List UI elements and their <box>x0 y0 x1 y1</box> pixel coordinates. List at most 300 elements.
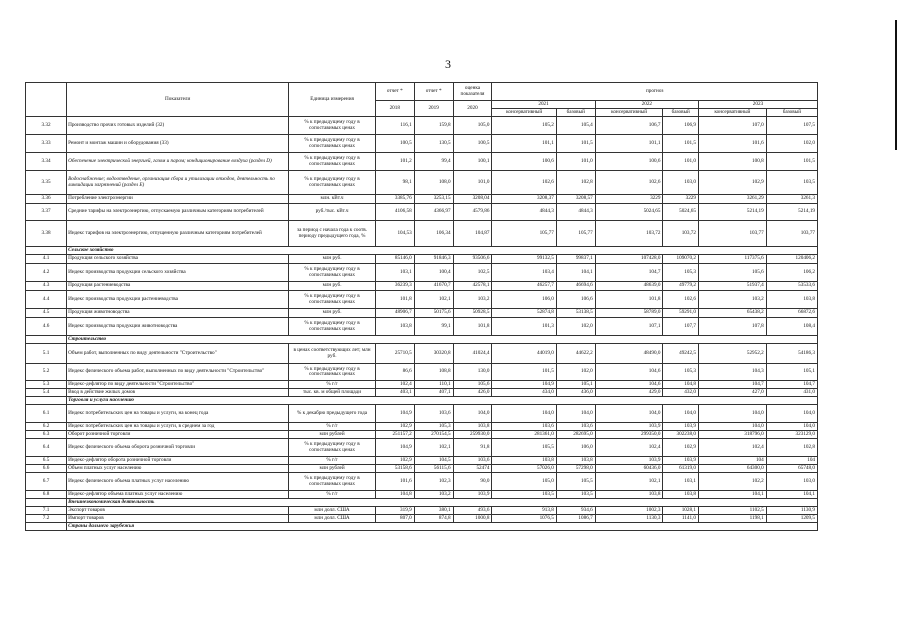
row-value: 102,4 <box>375 381 414 389</box>
row-value: 93506,6 <box>453 255 492 264</box>
row-unit: % г/г <box>289 457 376 465</box>
row-value: 105,1 <box>766 364 817 381</box>
table-body <box>26 117 818 531</box>
row-value: 108,4 <box>766 318 817 336</box>
row-indicator: Индекс-дефлятор по виду деятельности "Строительство" <box>67 381 289 389</box>
row-value: 103,5 <box>766 171 817 195</box>
row-value: 104 <box>766 457 817 465</box>
row-value: 4844,3 <box>556 204 595 221</box>
row-value: 101,5 <box>663 135 699 153</box>
row-value: 65748,0 <box>766 465 817 473</box>
row-value: 103,8 <box>663 491 699 499</box>
row-value: 426,0 <box>453 389 492 397</box>
header-conservative-2022: консервативный <box>595 109 663 117</box>
row-value: 91,8 <box>453 439 492 457</box>
row-value: 380,1 <box>414 507 453 515</box>
row-indicator: Объем платных услуг населению <box>67 465 289 473</box>
row-value: 101,1 <box>595 135 663 153</box>
row-value: 101,0 <box>453 171 492 195</box>
row-unit: млн рублей <box>289 465 376 473</box>
row-unit: руб./тыс. кВт.ч <box>289 204 376 221</box>
row-value: 427,0 <box>698 389 766 397</box>
row-value: 48490,0 <box>595 344 663 364</box>
row-value: 104,53 <box>375 221 414 247</box>
row-value: 103,77 <box>766 221 817 247</box>
row-value: 56115,6 <box>414 465 453 473</box>
row-value: 42578,1 <box>453 282 492 291</box>
header-base-2023: базовый <box>766 109 817 117</box>
row-value: 318796,0 <box>698 431 766 439</box>
table-row <box>26 282 818 291</box>
row-value: 103,9 <box>663 423 699 431</box>
row-value: 86,6 <box>375 364 414 381</box>
section-title: Страны дальнего зарубежья <box>67 523 818 531</box>
row-value: 103,6 <box>453 457 492 465</box>
header-year-2023: 2023 <box>698 101 817 109</box>
section-code-cell <box>26 523 67 531</box>
row-value: 159,8 <box>414 117 453 135</box>
row-value: 109070,2 <box>663 255 699 264</box>
table-row <box>26 405 818 423</box>
row-value: 103,9 <box>453 491 492 499</box>
table-row <box>26 171 818 195</box>
row-unit: за период с начала года к соотв. периоду предыдущего года, % <box>289 221 376 247</box>
row-value: 302238,0 <box>663 431 699 439</box>
table-row <box>26 135 818 153</box>
row-value: 3253,15 <box>414 195 453 204</box>
row-value: 51937,4 <box>698 282 766 291</box>
row-value: 104,3 <box>698 364 766 381</box>
row-unit: % г/г <box>289 423 376 431</box>
row-value: 105,3 <box>663 264 699 282</box>
table-row <box>26 264 818 282</box>
row-value: 3208,37 <box>492 195 556 204</box>
row-value: 49242,5 <box>663 344 699 364</box>
row-code: 6.1 <box>26 405 67 423</box>
section-code-cell <box>26 397 67 405</box>
row-value: 85146,0 <box>375 255 414 264</box>
row-value: 102,1 <box>414 291 453 309</box>
row-value: 1002,3 <box>595 507 663 515</box>
row-code: 6.5 <box>26 457 67 465</box>
row-value: 104,1 <box>556 264 595 282</box>
row-indicator: Потребление электроэнергии <box>67 195 289 204</box>
row-value: 913,8 <box>492 507 556 515</box>
row-value: 299350,0 <box>595 431 663 439</box>
row-value: 117375,6 <box>698 255 766 264</box>
row-code: 3.34 <box>26 153 67 171</box>
row-value: 1198,1 <box>698 515 766 523</box>
row-value: 101,5 <box>492 364 556 381</box>
header-unit: Единица измерения <box>289 83 376 117</box>
row-value: 100,8 <box>698 153 766 171</box>
row-value: 4844,3 <box>492 204 556 221</box>
row-value: 104,6 <box>595 364 663 381</box>
row-indicator: Экспорт товаров <box>67 507 289 515</box>
row-value: 105,3 <box>414 423 453 431</box>
header-forecast: прогноз <box>492 83 818 101</box>
row-value: 403,1 <box>375 389 414 397</box>
row-value: 103,5 <box>492 491 556 499</box>
row-value: 44019,0 <box>492 344 556 364</box>
section-title: Сельское хозяйство <box>67 247 818 255</box>
row-value: 104,8 <box>663 381 699 389</box>
row-code: 4.6 <box>26 318 67 336</box>
table-row <box>26 364 818 381</box>
row-value: 103,8 <box>492 457 556 465</box>
header-estimate: оценка показателя <box>453 83 492 101</box>
row-value: 102,1 <box>414 439 453 457</box>
table-row <box>26 515 818 523</box>
row-indicator: Индекс производства продукции животноводства <box>67 318 289 336</box>
section-row <box>26 397 818 405</box>
table-row <box>26 204 818 221</box>
row-value: 102,9 <box>375 457 414 465</box>
row-unit: в ценах соответствующих лет; млн руб. <box>289 344 376 364</box>
row-value: 103,8 <box>556 457 595 465</box>
row-indicator: Водоснабжение; водоотведение, организация сбора и утилизации отходов, деятельность по ликвидации загрязнений (раздел E) <box>67 171 289 195</box>
header-year-2019: 2019 <box>414 101 453 117</box>
table-row <box>26 439 818 457</box>
row-value: 106,9 <box>663 117 699 135</box>
row-value: 5024,65 <box>663 204 699 221</box>
row-value: 104,7 <box>698 381 766 389</box>
row-indicator: Производство прочих готовых изделий (32) <box>67 117 289 135</box>
row-code: 3.32 <box>26 117 67 135</box>
row-value: 116,1 <box>375 117 414 135</box>
row-value: 102,0 <box>556 318 595 336</box>
row-value: 103,9 <box>595 457 663 465</box>
row-value: 46257,7 <box>492 282 556 291</box>
table-row <box>26 344 818 364</box>
row-unit: млн. кВт.ч <box>289 195 376 204</box>
row-value: 60436,0 <box>595 465 663 473</box>
row-value: 101,8 <box>375 291 414 309</box>
row-code: 4.5 <box>26 309 67 318</box>
row-indicator: Индекс-дефлятор объема платных услуг населению <box>67 491 289 499</box>
row-value: 58789,0 <box>595 309 663 318</box>
row-unit: % к предыдущему году в сопоставимых ценах <box>289 439 376 457</box>
row-value: 104,9 <box>375 405 414 423</box>
row-value: 103,9 <box>595 423 663 431</box>
row-code: 4.4 <box>26 291 67 309</box>
row-value: 104,0 <box>766 405 817 423</box>
table-row <box>26 318 818 336</box>
row-value: 1209,5 <box>766 515 817 523</box>
row-value: 102,4 <box>698 439 766 457</box>
row-value: 103,8 <box>766 291 817 309</box>
row-value: 107,1 <box>595 318 663 336</box>
row-value: 1102,5 <box>698 507 766 515</box>
row-value: 101,8 <box>453 318 492 336</box>
row-value: 102,1 <box>595 473 663 491</box>
row-value: 104,0 <box>663 405 699 423</box>
row-value: 100,5 <box>453 135 492 153</box>
row-value: 104,0 <box>766 423 817 431</box>
row-code: 6.8 <box>26 491 67 499</box>
row-indicator: Индекс физического объема платных услуг населению <box>67 473 289 491</box>
row-value: 57026,0 <box>492 465 556 473</box>
row-value: 105,5 <box>492 439 556 457</box>
row-value: 104,8 <box>375 491 414 499</box>
table-header <box>26 83 818 117</box>
header-conservative-2021: консервативный <box>492 109 556 117</box>
table-row <box>26 473 818 491</box>
row-value: 281361,0 <box>492 431 556 439</box>
row-value: 1028,1 <box>663 507 699 515</box>
row-value: 5214,19 <box>766 204 817 221</box>
row-value: 104,1 <box>766 491 817 499</box>
row-value: 104,6 <box>595 381 663 389</box>
row-value: 52952,2 <box>698 344 766 364</box>
row-value: 102,6 <box>663 291 699 309</box>
row-value: 98,1 <box>375 171 414 195</box>
table-row <box>26 457 818 465</box>
section-code-cell <box>26 336 67 344</box>
row-value: 270154,5 <box>414 431 453 439</box>
row-value: 3261,29 <box>698 195 766 204</box>
row-value: 5214,19 <box>698 204 766 221</box>
row-value: 101,5 <box>556 135 595 153</box>
row-value: 1000,8 <box>453 515 492 523</box>
row-code: 5.2 <box>26 364 67 381</box>
row-value: 319,9 <box>375 507 414 515</box>
row-value: 106,0 <box>492 291 556 309</box>
row-code: 6.6 <box>26 465 67 473</box>
row-value: 1076,5 <box>492 515 556 523</box>
row-value: 1130,9 <box>766 507 817 515</box>
row-value: 103,72 <box>663 221 699 247</box>
row-value: 104,0 <box>556 405 595 423</box>
row-value: 436,0 <box>556 389 595 397</box>
row-indicator: Ремонт и монтаж машин и оборудования (33) <box>67 135 289 153</box>
row-indicator: Продукция растениеводства <box>67 282 289 291</box>
table-row <box>26 465 818 473</box>
table-row <box>26 423 818 431</box>
section-code-cell <box>26 499 67 507</box>
row-value: 106,0 <box>556 439 595 457</box>
row-value: 41670,7 <box>414 282 453 291</box>
section-title: Торговля и услуги населению <box>67 397 818 405</box>
row-value: 61319,0 <box>663 465 699 473</box>
row-value: 53533,6 <box>766 282 817 291</box>
row-value: 102,0 <box>766 135 817 153</box>
header-base-2022: базовый <box>663 109 699 117</box>
row-unit: % г/г <box>289 491 376 499</box>
row-value: 41024,4 <box>453 344 492 364</box>
row-indicator: Индекс физического объема оборота розничной торговли <box>67 439 289 457</box>
row-value: 106,6 <box>556 291 595 309</box>
row-value: 48639,0 <box>595 282 663 291</box>
header-base-2021: базовый <box>556 109 595 117</box>
row-value: 251157,2 <box>375 431 414 439</box>
row-unit: % к предыдущему году в сопоставимых ценах <box>289 318 376 336</box>
row-value: 90,0 <box>453 473 492 491</box>
row-value: 102,9 <box>375 423 414 431</box>
row-indicator: Индекс тарифов на электроэнергию, отпущенную различным категориям потребителей <box>67 221 289 247</box>
row-value: 105,5 <box>556 473 595 491</box>
table-row <box>26 507 818 515</box>
row-value: 64300,0 <box>698 465 766 473</box>
row-value: 103,77 <box>698 221 766 247</box>
row-unit: млн руб. <box>289 255 376 264</box>
row-value: 110,1 <box>414 381 453 389</box>
row-value: 107,0 <box>698 117 766 135</box>
section-row <box>26 247 818 255</box>
scan-edge-line <box>895 20 897 150</box>
row-value: 120406,2 <box>766 255 817 264</box>
row-value: 102,2 <box>698 473 766 491</box>
table-row <box>26 153 818 171</box>
row-value: 101,1 <box>492 135 556 153</box>
row-value: 3229 <box>595 195 663 204</box>
row-value: 104,7 <box>595 264 663 282</box>
row-indicator: Средние тарифы на электроэнергию, отпускаемую различным категориям потребителей <box>67 204 289 221</box>
row-value: 99,1 <box>414 318 453 336</box>
row-value: 50928,5 <box>453 309 492 318</box>
table-row <box>26 255 818 264</box>
row-value: 3229 <box>663 195 699 204</box>
row-unit: % г/г <box>289 381 376 389</box>
row-value: 104,7 <box>766 381 817 389</box>
row-unit: тыс. кв. м общей площади <box>289 389 376 397</box>
section-row <box>26 336 818 344</box>
header-year-2020: 2020 <box>453 101 492 117</box>
row-value: 103,6 <box>414 405 453 423</box>
row-value: 100,6 <box>492 153 556 171</box>
row-value: 1141,0 <box>663 515 699 523</box>
row-value: 103,8 <box>375 318 414 336</box>
row-indicator: Индекс производства продукции сельского хозяйства <box>67 264 289 282</box>
section-code-cell <box>26 247 67 255</box>
row-value: 102,9 <box>698 171 766 195</box>
row-value: 106,7 <box>595 117 663 135</box>
row-value: 4579,86 <box>453 204 492 221</box>
section-row <box>26 499 818 507</box>
row-value: 105,4 <box>556 117 595 135</box>
row-code: 5.1 <box>26 344 67 364</box>
row-unit: млн долл. США <box>289 515 376 523</box>
row-value: 50175,6 <box>414 309 453 318</box>
page-number: 3 <box>445 57 451 71</box>
row-value: 107,5 <box>766 117 817 135</box>
row-indicator: Ввод в действие жилых домов <box>67 389 289 397</box>
row-value: 103,72 <box>595 221 663 247</box>
row-value: 102,8 <box>556 171 595 195</box>
row-code: 5.3 <box>26 381 67 389</box>
row-value: 1130,3 <box>595 515 663 523</box>
row-unit: млн руб. <box>289 309 376 318</box>
row-code: 3.36 <box>26 195 67 204</box>
table-row <box>26 381 818 389</box>
row-value: 493,6 <box>453 507 492 515</box>
row-value: 103,8 <box>595 491 663 499</box>
row-value: 104,0 <box>698 423 766 431</box>
row-value: 3208,04 <box>453 195 492 204</box>
row-value: 107428,0 <box>595 255 663 264</box>
row-value: 105,6 <box>453 381 492 389</box>
row-value: 323129,0 <box>766 431 817 439</box>
row-value: 46694,6 <box>556 282 595 291</box>
row-code: 3.35 <box>26 171 67 195</box>
row-value: 104,9 <box>375 439 414 457</box>
row-unit: % к предыдущему году в сопоставимых ценах <box>289 135 376 153</box>
row-value: 431,0 <box>766 389 817 397</box>
row-value: 407,1 <box>414 389 453 397</box>
row-value: 102,6 <box>492 171 556 195</box>
forecast-table <box>25 82 818 531</box>
row-code: 3.38 <box>26 221 67 247</box>
row-value: 105,2 <box>492 117 556 135</box>
table-row <box>26 117 818 135</box>
row-indicator: Индекс потребительских цен на товары и услуги, на конец года <box>67 405 289 423</box>
row-value: 102,5 <box>453 264 492 282</box>
row-indicator: Продукция животноводства <box>67 309 289 318</box>
section-row <box>26 523 818 531</box>
row-value: 104,87 <box>453 221 492 247</box>
row-value: 100,1 <box>453 153 492 171</box>
row-value: 107,8 <box>698 318 766 336</box>
row-code: 3.37 <box>26 204 67 221</box>
row-value: 52474 <box>453 465 492 473</box>
row-value: 91846,3 <box>414 255 453 264</box>
row-unit: % к предыдущему году в сопоставимых ценах <box>289 153 376 171</box>
header-year-2022: 2022 <box>595 101 698 109</box>
row-value: 99837,1 <box>556 255 595 264</box>
row-value: 100,4 <box>414 264 453 282</box>
row-value: 53138,5 <box>556 309 595 318</box>
row-value: 1086,7 <box>556 515 595 523</box>
row-value: 103,5 <box>556 491 595 499</box>
row-value: 103,1 <box>375 264 414 282</box>
row-value: 934,6 <box>556 507 595 515</box>
row-indicator: Объем работ, выполненных по виду деятельности "Строительство" <box>67 344 289 364</box>
section-title: Внешнеэкономическая деятельность <box>67 499 818 507</box>
row-value: 104,0 <box>492 405 556 423</box>
row-value: 101,0 <box>556 153 595 171</box>
row-value: 52874,8 <box>492 309 556 318</box>
row-indicator: Индекс производства продукции растениеводства <box>67 291 289 309</box>
row-value: 100,6 <box>595 153 663 171</box>
row-value: 105,0 <box>492 473 556 491</box>
row-value: 25710,5 <box>375 344 414 364</box>
row-value: 3261,3 <box>766 195 817 204</box>
row-value: 57298,0 <box>556 465 595 473</box>
row-value: 105,0 <box>453 117 492 135</box>
row-unit: млн долл. США <box>289 507 376 515</box>
row-value: 103,2 <box>698 291 766 309</box>
row-value: 102,8 <box>766 439 817 457</box>
header-year-2018: 2018 <box>375 101 414 117</box>
table-row <box>26 389 818 397</box>
row-value: 54186,3 <box>766 344 817 364</box>
row-code: 6.7 <box>26 473 67 491</box>
row-value: 66872,6 <box>766 309 817 318</box>
row-code: 4.1 <box>26 255 67 264</box>
row-indicator: Импорт товаров <box>67 515 289 523</box>
row-value: 101,5 <box>766 153 817 171</box>
row-value: 104,9 <box>492 381 556 389</box>
row-value: 104 <box>698 457 766 465</box>
row-value: 101,8 <box>595 291 663 309</box>
row-value: 105,77 <box>492 221 556 247</box>
row-value: 107,7 <box>663 318 699 336</box>
row-unit: % к предыдущему году в сопоставимых ценах <box>289 291 376 309</box>
row-value: 4366,97 <box>414 204 453 221</box>
row-value: 101,6 <box>375 473 414 491</box>
row-value: 102,4 <box>595 439 663 457</box>
row-value: 30320,8 <box>414 344 453 364</box>
